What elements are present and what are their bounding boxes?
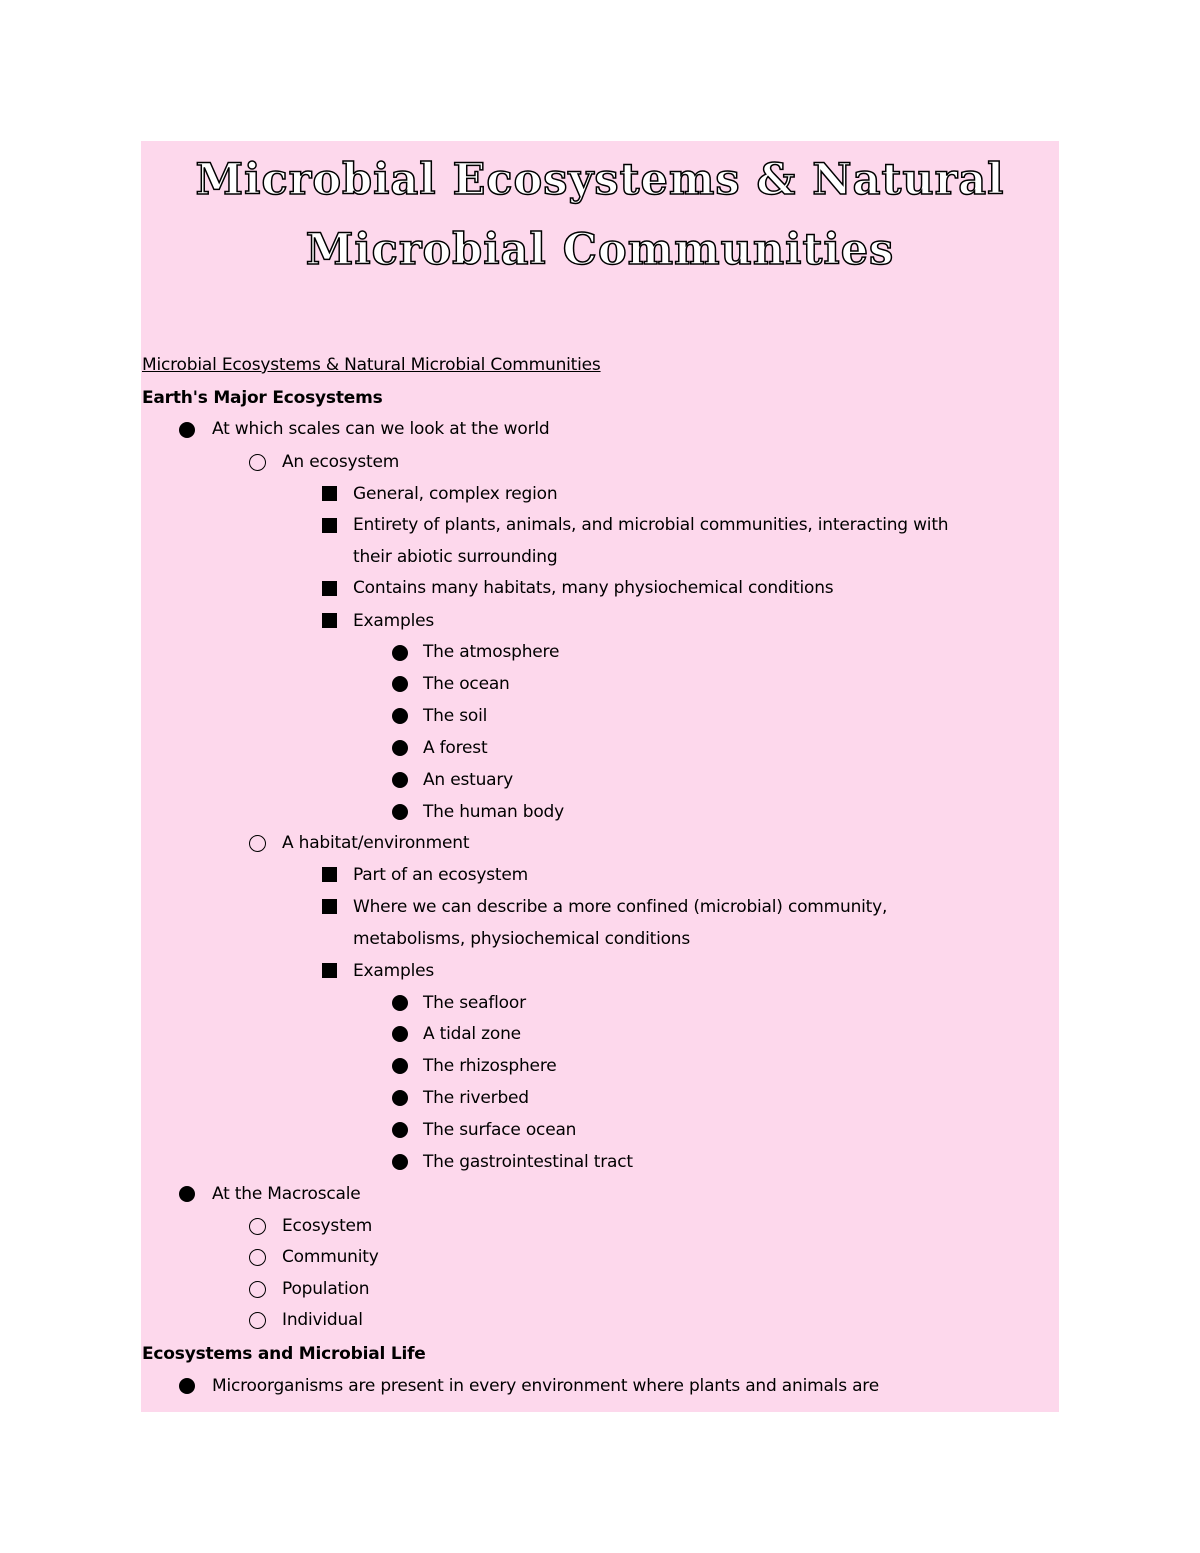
square-bullet xyxy=(322,899,337,914)
list-item-continuation: their abiotic surrounding xyxy=(353,547,558,567)
disc-bullet xyxy=(392,1122,408,1138)
section-heading: Microbial Ecosystems & Natural Microbial Communities xyxy=(142,355,601,375)
list-item: The gastrointestinal tract xyxy=(423,1152,633,1172)
disc-bullet xyxy=(392,740,408,756)
title-line-2: Microbial Communities xyxy=(305,225,895,275)
square-bullet xyxy=(322,581,337,596)
list-item: Where we can describe a more confined (microbial) community, xyxy=(353,897,888,917)
list-item: A habitat/environment xyxy=(282,833,470,853)
list-item: A forest xyxy=(423,738,488,758)
disc-bullet xyxy=(392,708,408,724)
disc-bullet xyxy=(392,645,408,661)
title-line-1: Microbial Ecosystems & Natural xyxy=(195,155,1005,205)
list-item: Ecosystem xyxy=(282,1216,373,1236)
list-item: Community xyxy=(282,1247,379,1267)
square-bullet xyxy=(322,867,337,882)
disc-bullet xyxy=(179,1186,195,1202)
circle-bullet xyxy=(249,1281,266,1298)
disc-bullet xyxy=(392,804,408,820)
list-item: The surface ocean xyxy=(423,1120,577,1140)
circle-bullet xyxy=(249,1249,266,1266)
list-item: An estuary xyxy=(423,770,514,790)
square-bullet xyxy=(322,486,337,501)
list-item: Examples xyxy=(353,611,435,631)
circle-bullet xyxy=(249,1218,266,1235)
disc-bullet xyxy=(392,676,408,692)
subheading-major-ecosystems: Earth's Major Ecosystems xyxy=(142,388,383,408)
list-item: At which scales can we look at the world xyxy=(212,419,550,439)
list-item: The human body xyxy=(423,802,564,822)
disc-bullet xyxy=(179,1378,195,1394)
document-page xyxy=(141,141,1059,1412)
list-item: The ocean xyxy=(423,674,510,694)
list-item: Contains many habitats, many physiochemical conditions xyxy=(353,578,834,598)
list-item: Individual xyxy=(282,1310,363,1330)
list-item: General, complex region xyxy=(353,484,558,504)
list-item: Population xyxy=(282,1279,370,1299)
list-item: The atmosphere xyxy=(423,642,560,662)
list-item: Part of an ecosystem xyxy=(353,865,529,885)
list-item: An ecosystem xyxy=(282,452,400,472)
list-item: The soil xyxy=(423,706,488,726)
list-item: The rhizosphere xyxy=(423,1056,557,1076)
circle-bullet xyxy=(249,454,266,471)
list-item: A tidal zone xyxy=(423,1024,521,1044)
disc-bullet xyxy=(392,1026,408,1042)
disc-bullet xyxy=(392,1154,408,1170)
page-title xyxy=(141,145,1059,285)
square-bullet xyxy=(322,613,337,628)
square-bullet xyxy=(322,518,337,533)
disc-bullet xyxy=(392,1090,408,1106)
disc-bullet xyxy=(392,772,408,788)
circle-bullet xyxy=(249,835,266,852)
disc-bullet xyxy=(179,422,195,438)
list-item: Microorganisms are present in every environment where plants and animals are xyxy=(212,1376,879,1396)
square-bullet xyxy=(322,963,337,978)
circle-bullet xyxy=(249,1312,266,1329)
disc-bullet xyxy=(392,995,408,1011)
list-item: Entirety of plants, animals, and microbial communities, interacting with xyxy=(353,515,949,535)
list-item: The riverbed xyxy=(423,1088,529,1108)
disc-bullet xyxy=(392,1058,408,1074)
list-item: The seafloor xyxy=(423,993,526,1013)
list-item-continuation: metabolisms, physiochemical conditions xyxy=(353,929,691,949)
subheading-microbial-life: Ecosystems and Microbial Life xyxy=(142,1344,426,1364)
list-item: Examples xyxy=(353,961,435,981)
list-item: At the Macroscale xyxy=(212,1184,361,1204)
